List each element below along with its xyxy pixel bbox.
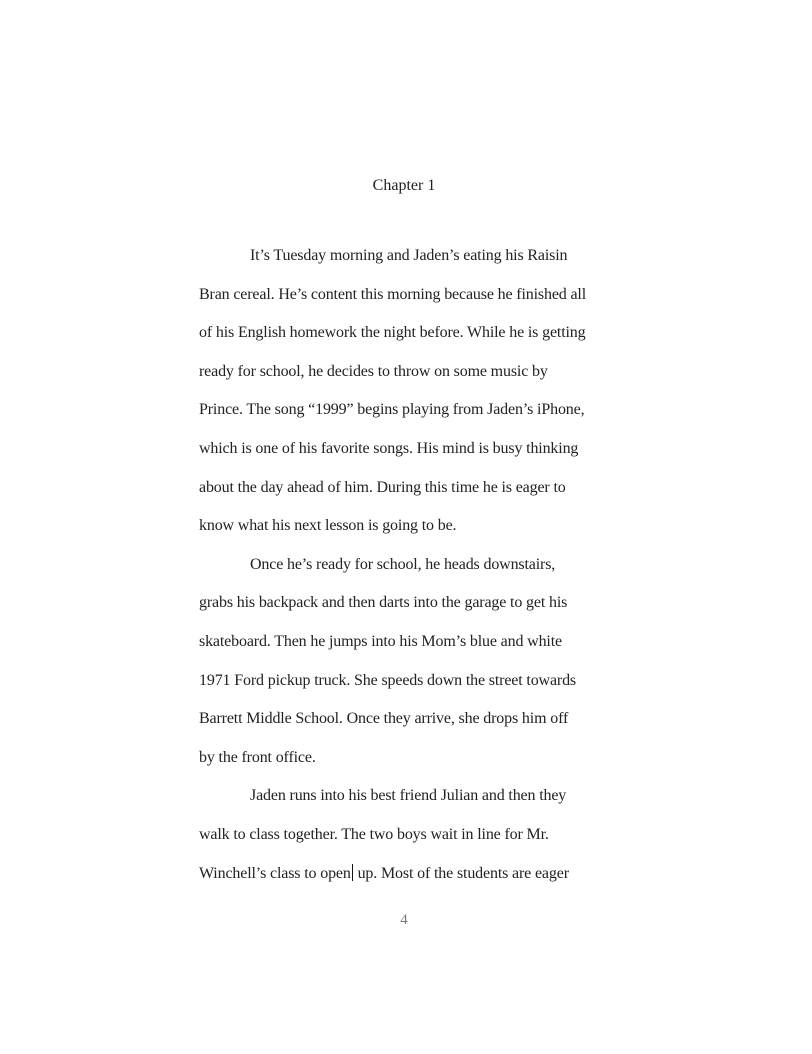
text-before-caret: Winchell’s class to open (199, 864, 351, 882)
text-line: know what his next lesson is going to be. (199, 517, 457, 535)
text-line: 1971 Ford pickup truck. She speeds down the street towards (199, 671, 577, 689)
text-line: ready for school, he decides to throw on some music by (199, 362, 548, 380)
text-cursor (352, 864, 353, 881)
text-after-caret: up. Most of the students are eager (353, 864, 569, 882)
text-line: walk to class together. The two boys wait in line for Mr. (199, 825, 549, 843)
text-line: by the front office. (199, 748, 316, 766)
text-line: Jaden runs into his best friend Julian and then they (250, 787, 567, 805)
body-text[interactable] (199, 244, 629, 900)
text-line: which is one of his favorite songs. His mind is busy thinking (199, 439, 579, 457)
page-number: 4 (400, 912, 408, 928)
text-line: skateboard. Then he jumps into his Mom’s blue and white (199, 632, 562, 650)
text-line: It’s Tuesday morning and Jaden’s eating his Raisin (250, 247, 568, 264)
text-line: Bran cereal. He’s content this morning because he finished all (199, 285, 587, 303)
text-line-with-caret (199, 862, 629, 901)
chapter-title: Chapter 1 (372, 177, 436, 194)
text-line: Barrett Middle School. Once they arrive, she drops him off (199, 710, 569, 728)
text-line: grabs his backpack and then darts into the garage to get his (199, 594, 568, 612)
text-line: Once he’s ready for school, he heads downstairs, (250, 555, 556, 573)
text-line: of his English homework the night before. While he is getting (199, 324, 586, 342)
text-line: about the day ahead of him. During this time he is eager to (199, 478, 566, 496)
text-line: Prince. The song “1999” begins playing from Jaden’s iPhone, (199, 401, 585, 419)
